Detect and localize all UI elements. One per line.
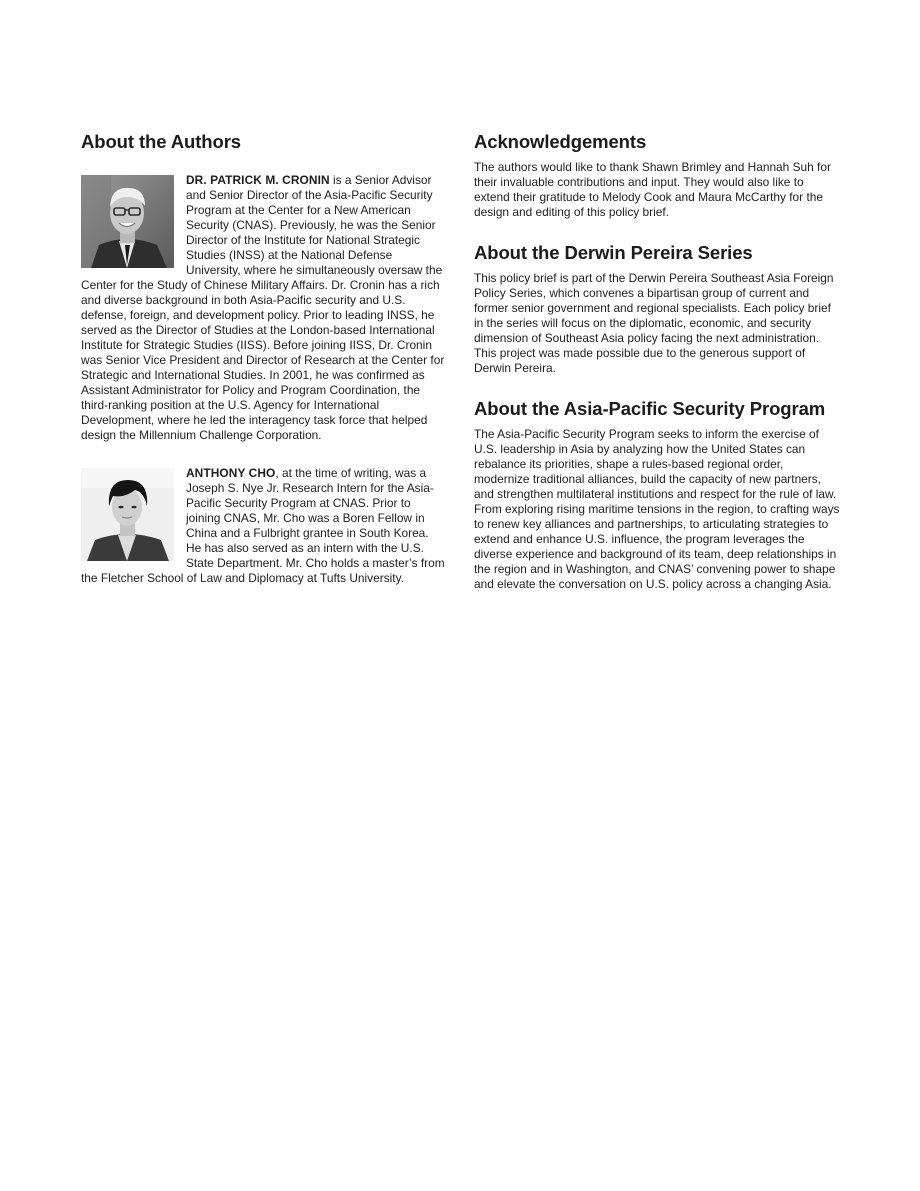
portrait-cronin-image bbox=[81, 175, 174, 268]
author-description-cronin: is a Senior Advisor and Senior Director of the Asia-Pacific Security Program at the Center for a New American Security (CNAS). Previously, he was the Senior Director of the Institute for National Strategic Studies (INSS) at the National Defense University, where he simultaneously oversaw the Center for the Study of Chinese Military Affairs. Dr. Cronin has a rich and diverse background in both Asia-Pacific security and U.S. defense, foreign, and development policy. Prior to leading INSS, he served as the Director of Studies at the London-based International Institute for Strategic Studies (IISS). Before joining IISS, Dr. Cronin was Senior Vice President and Director of Research at the Center for Strategic and International Studies. In 2001, he was confirmed as Assistant Administrator for Policy and Program Coordination, the third-ranking position at the U.S. Agency for International Development, where he led the interagency task force that helped design the Millennium Challenge Corporation. bbox=[81, 173, 445, 442]
acknowledgements-text: The authors would like to thank Shawn Brimley and Hannah Suh for their invaluable contributions and input. They would also like to extend their gratitude to Melody Cook and Maura McCarthy for the design and editing of this policy brief. bbox=[474, 160, 831, 219]
about-authors-heading: About the Authors bbox=[81, 131, 241, 152]
series-text: This policy brief is part of the Derwin Pereira Southeast Asia Foreign Policy Series, which convenes a bipartisan group of current and former senior government and regional specialists. Each policy brief in the series will focus on the diplomatic, economic, and security dimension of Southeast Asia policy facing the next administration. This project was made possible due to the generous support of Derwin Pereira. bbox=[474, 271, 834, 375]
program-heading: About the Asia-Pacific Security Program bbox=[474, 398, 826, 419]
series-section bbox=[474, 242, 842, 376]
portrait-cho-image bbox=[81, 468, 174, 561]
right-column bbox=[474, 131, 842, 592]
program-text: The Asia-Pacific Security Program seeks to inform the exercise of U.S. leadership in Asia by analyzing how the United States can rebalance its priorities, shape a rules-based regional order, modernize traditional alliances, build the capacity of new partners, and strengthen multilateral institutions and respect for the rule of law. From exploring rising maritime tensions in the region, to crafting ways to renew key alliances and partnerships, to articulating strategies to extend and enhance U.S. influence, the program leverages the diverse experience and background of its team, deep relationships in the region and in Washington, and CNAS’ convening power to shape and elevate the conversation on U.S. policy across a changing Asia. bbox=[474, 427, 840, 591]
author-bio-cronin bbox=[81, 173, 447, 443]
author-name-cronin: DR. PATRICK M. CRONIN bbox=[186, 173, 330, 187]
author-photo-cho bbox=[81, 468, 174, 561]
acknowledgements-section bbox=[474, 131, 842, 220]
series-heading: About the Derwin Pereira Series bbox=[474, 242, 753, 263]
author-name-cho: ANTHONY CHO bbox=[186, 466, 276, 480]
about-authors-section bbox=[81, 131, 447, 586]
acknowledgements-heading: Acknowledgements bbox=[474, 131, 647, 152]
author-description-cho: , at the time of writing, was a Joseph S. Nye Jr. Research Intern for the Asia-Pacific Security Program at CNAS. Prior to joining CNAS, Mr. Cho was a Boren Fellow in China and a Fulbright grantee in South Korea. He has also served as an intern with the U.S. State Department. Mr. Cho holds a master’s from the Fletcher School of Law and Diplomacy at Tufts University. bbox=[81, 466, 445, 585]
program-section bbox=[474, 398, 842, 592]
author-bio-cho bbox=[81, 466, 447, 586]
author-photo-cronin bbox=[81, 175, 174, 268]
